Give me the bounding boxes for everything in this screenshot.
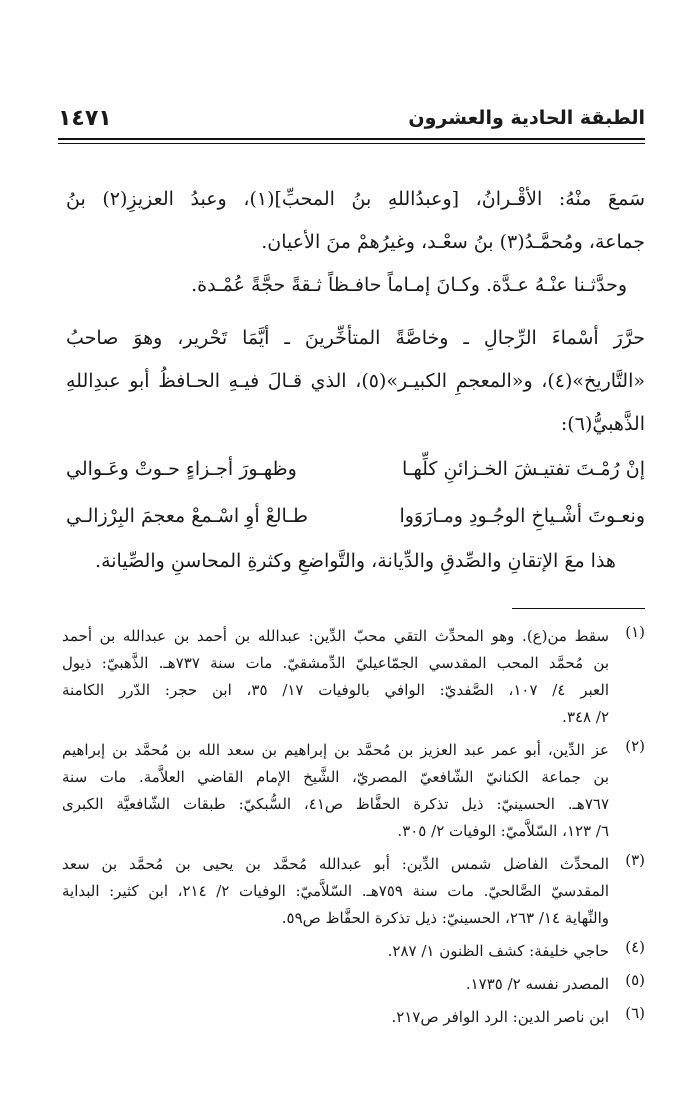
verse-first-hemistich: إنْ رُمْـتَ تفتيـشَ الخـزائنِ كلِّهـا <box>402 458 645 480</box>
text-line: وحدَّثـنا عنْـهُ عـدَّة. وكـانَ إمـاماً حافـظاً ثـقةً حجَّةً عُمْـدة. <box>191 274 627 296</box>
footnotes <box>62 623 645 1037</box>
footnote-line: ٢/ ٣٤٨. <box>562 708 609 726</box>
poem-verse <box>66 446 645 493</box>
footnote-number: (٥) <box>625 971 645 989</box>
footnote <box>62 971 645 998</box>
running-header <box>58 98 645 138</box>
verse-second-hemistich: وظهـورَ أجـزاءٍ حـوتْ وعَـوالي <box>66 458 297 480</box>
footnote-line: سقط من(ع). وهو المحدِّث التقي محبّ الدِّين: عبدالله بن أحمد بن عبدالله بن أحمد <box>62 627 609 645</box>
footnote-line: العبر ٤/ ١٠٧، الصَّفديّ: الوافي بالوفيات ١٧/ ٣٥، ابن حجر: الدّرر الكامنة <box>62 681 609 699</box>
closing-line: هذا معَ الإتقانِ والصِّدقِ والدِّيانة، والتَّواضعِ وكثرةِ المحاسنِ والصِّيانة. <box>95 550 616 572</box>
footnote-text <box>62 623 609 731</box>
footnote-line: والنِّهاية ١٤/ ٢٦٣، الحسينيّ: ذيل تذكرة الحفَّاظ ص٥٩. <box>281 909 609 927</box>
footnote-number: (٤) <box>625 938 645 956</box>
footnote-line: بن مُحمَّد المحب المقدسي الجمّاعيليّ الدِّمشقيّ. مات سنة ٧٣٧هـ. الذَّهبيّ: ذيول <box>62 654 609 672</box>
footnote <box>62 938 645 965</box>
footnote <box>62 737 645 845</box>
footnote-number: (١) <box>625 623 645 641</box>
footnote-number: (٢) <box>625 737 645 755</box>
footnote-separator <box>512 608 645 609</box>
footnote-line: بن جماعة الكنانيّ الشّافعيّ المصريّ، الشَّيخ الإمام القاضي العلاَّمة. مات سنة <box>62 768 609 786</box>
footnote-number: (٦) <box>625 1004 645 1022</box>
text-line: سَمعَ منْهُ: الأقْـرانُ، [وعبدُاللهِ بنُ المحبِّ](١)، وعبدُ العزيزِ(٢) بنُ <box>66 188 645 210</box>
footnote-line: المصدر نفسه ٢/ ١٧٣٥. <box>465 975 609 993</box>
chapter-title: الطبقة الحادية والعشرون <box>408 107 645 129</box>
footnote-line: حاجي خليفة: كشف الظنون ١/ ٢٨٧. <box>387 942 609 960</box>
footnote-text <box>62 971 609 998</box>
verse-first-hemistich: ونعـوتَ أشْـياخِ الوجُـودِ ومـارَوَوا <box>399 505 645 527</box>
text-line: حرَّرَ أسْماءَ الرِّجالِ ـ وخاصَّةً المتأخِّرينَ ـ أيَّمَا تَحْرير، وهوَ صاحبُ <box>66 327 645 349</box>
page-number: ١٤٧١ <box>58 105 112 131</box>
footnote <box>62 623 645 731</box>
footnote <box>62 851 645 932</box>
footnote-text <box>62 1004 609 1031</box>
footnote-line: المقدسيّ الصَّالحيّ. مات سنة ٧٥٩هـ. السّلاَّميّ: الوفيات ٢/ ٢١٤، ابن كثير: البداية <box>62 882 609 900</box>
footnote-line: ٦/ ١٢٣، السّلاَّميّ: الوفيات ٢/ ٣٠٥. <box>397 822 609 840</box>
footnote-number: (٣) <box>625 851 645 869</box>
text-line: جماعة، ومُحمَّـدُ(٣) بنُ سعْـد، وغيرُهمْ منَ الأعيان. <box>261 231 645 253</box>
footnote-text <box>62 737 609 845</box>
text-line: الذَّهبيُّ(٦): <box>560 413 645 435</box>
footnote-text <box>62 851 609 932</box>
footnote-line: المحدِّث الفاضل شمس الدِّين: أبو عبدالله مُحمَّد بن يحيى بن مُحمَّد بن سعد <box>62 855 609 873</box>
footnote-line: ابن ناصر الدين: الرد الوافر ص٢١٧. <box>391 1008 609 1026</box>
footnote-line: ٧٦٧هـ. الحسينيّ: ذيل تذكرة الحفَّاظ ص٤١، السُّبكيّ: طبقات الشّافعيَّة الكبرى <box>62 795 609 813</box>
text-line: «التَّاريخ»(٤)، و«المعجمِ الكبيـر»(٥)، الذي قـالَ فيـهِ الحـافظُ أبو عبدِاللهِ <box>66 370 645 392</box>
poem-verse <box>66 493 645 540</box>
header-rule-thick <box>58 138 645 140</box>
verse-second-hemistich: طـالعْ أوِ اسْـمعْ معجمَ البِرْزالـي <box>66 505 309 527</box>
header-rule-thin <box>58 143 645 144</box>
footnote-line: عز الدِّين، أبو عمر عبد العزيز بن مُحمَّد بن إبراهيم بن سعد الله بن مُحمَّد بن إبراهيم <box>62 741 609 759</box>
main-text <box>66 178 645 583</box>
footnote <box>62 1004 645 1031</box>
footnote-text <box>62 938 609 965</box>
